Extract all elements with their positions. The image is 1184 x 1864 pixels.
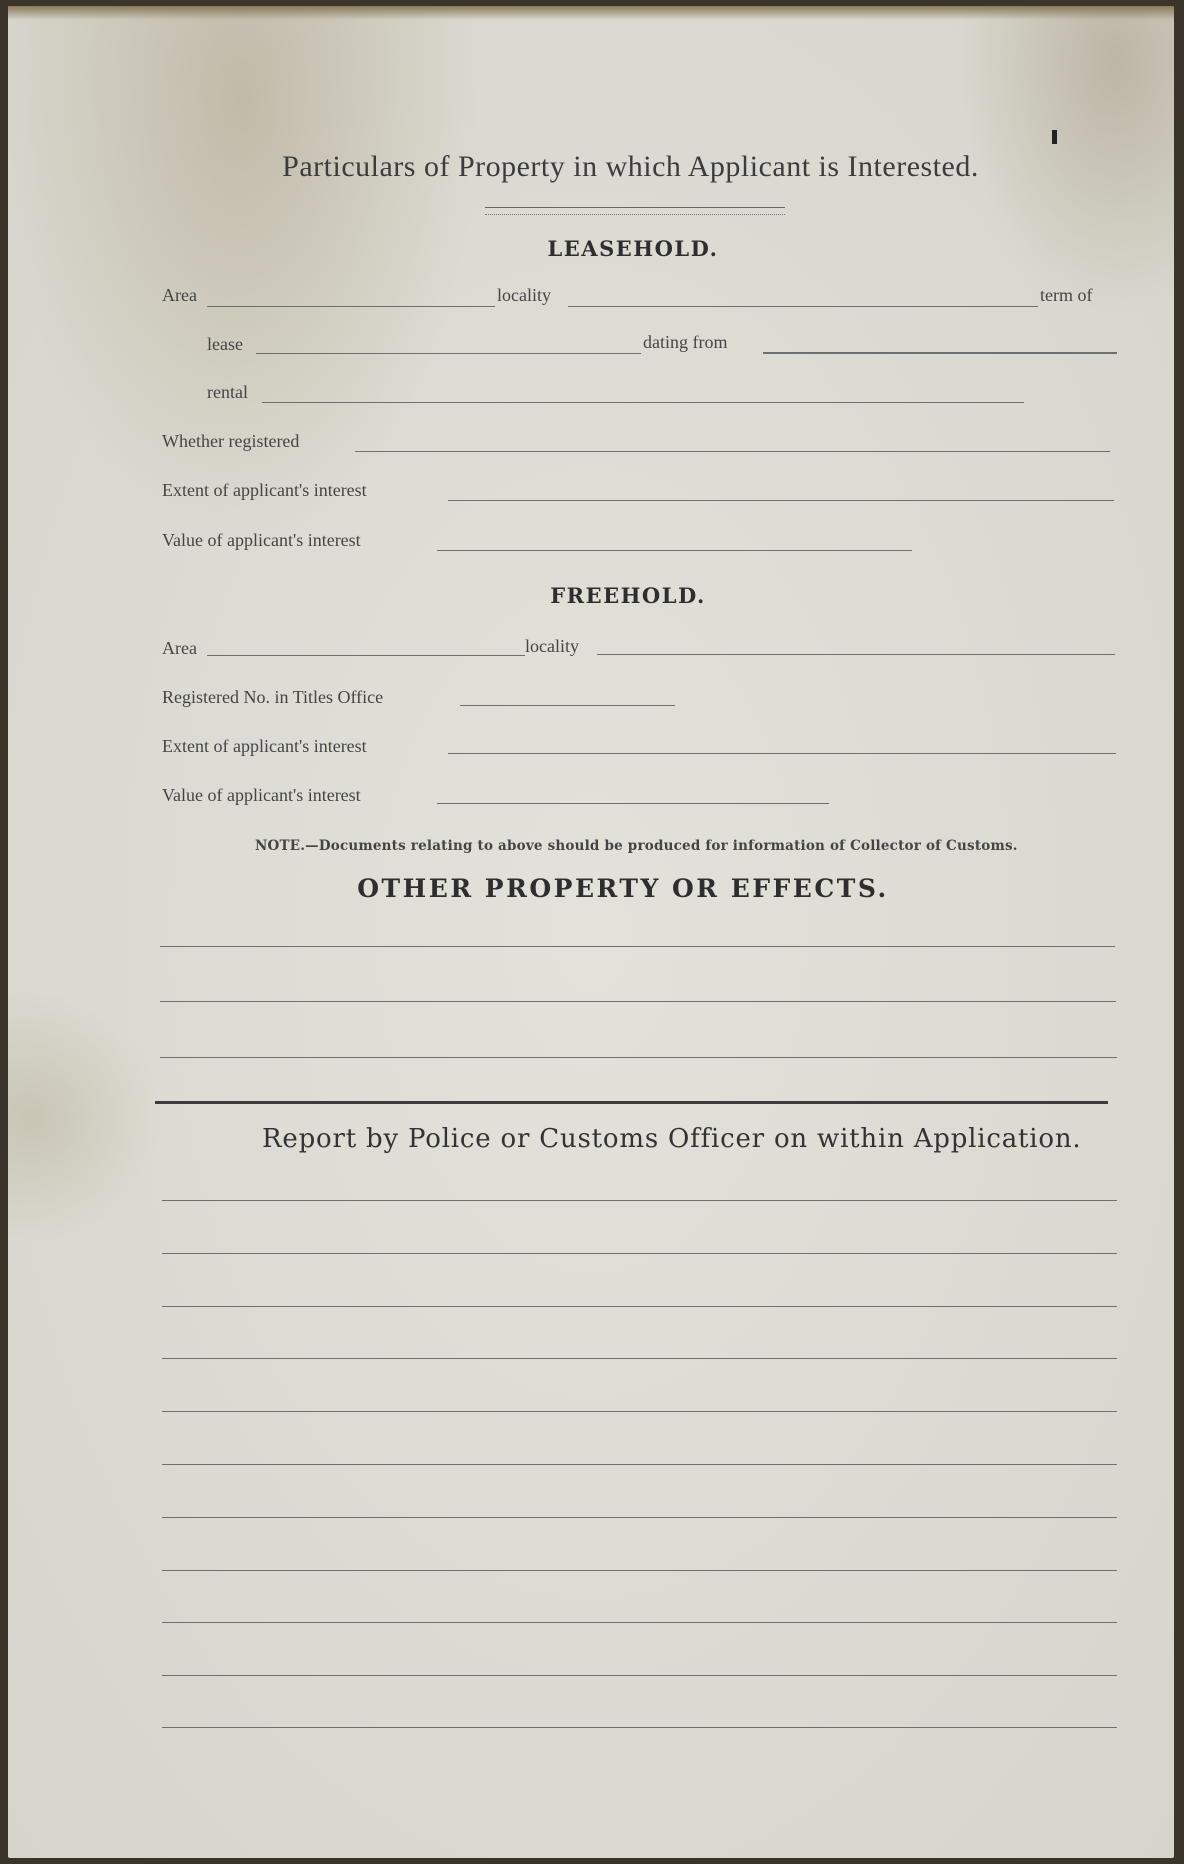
freehold-area-label: Area [162, 638, 197, 658]
freehold-locality-field[interactable] [597, 654, 1115, 655]
leasehold-dating-from-field[interactable] [763, 352, 1117, 354]
leasehold-rental-field[interactable] [262, 402, 1024, 403]
section-divider [155, 1101, 1108, 1104]
leasehold-registered-label: Whether registered [162, 431, 300, 451]
freehold-value-field[interactable] [437, 803, 829, 804]
report-line-10[interactable] [162, 1675, 1117, 1676]
leasehold-extent-field[interactable] [448, 500, 1114, 501]
leasehold-dating-from-label: dating from [643, 332, 728, 352]
freehold-value-label: Value of applicant's interest [162, 785, 361, 805]
freehold-area-field[interactable] [207, 655, 525, 656]
report-line-5[interactable] [162, 1411, 1117, 1412]
leasehold-rental-label: rental [207, 382, 248, 402]
leasehold-area-label: Area [162, 285, 197, 305]
leasehold-value-label: Value of applicant's interest [162, 530, 361, 550]
report-line-11[interactable] [162, 1727, 1117, 1728]
freehold-registered-no-field[interactable] [460, 705, 675, 706]
leasehold-heading: LEASEHOLD. [547, 236, 719, 261]
other-property-line-2[interactable] [160, 1001, 1116, 1002]
leasehold-lease-label: lease [207, 334, 243, 354]
freehold-heading: FREEHOLD. [550, 583, 706, 608]
freehold-extent-label: Extent of applicant's interest [162, 736, 367, 756]
report-line-9[interactable] [162, 1622, 1117, 1623]
leasehold-registered-field[interactable] [355, 451, 1110, 452]
other-property-heading: OTHER PROPERTY OR EFFECTS. [357, 874, 889, 903]
other-property-line-1[interactable] [160, 946, 1115, 947]
leasehold-value-field[interactable] [437, 550, 912, 551]
paper-stain [8, 6, 1174, 20]
leasehold-locality-label: locality [497, 285, 551, 305]
report-heading: Report by Police or Customs Officer on within Application. [262, 1124, 1082, 1154]
report-line-7[interactable] [162, 1517, 1117, 1518]
report-line-4[interactable] [162, 1358, 1117, 1359]
title-ornament-rule [485, 207, 785, 215]
page-title: Particulars of Property in which Applicant is Interested. [282, 150, 979, 183]
freehold-locality-label: locality [525, 636, 579, 656]
report-line-1[interactable] [162, 1200, 1117, 1201]
report-line-3[interactable] [162, 1306, 1117, 1307]
other-property-line-3[interactable] [160, 1057, 1117, 1058]
report-line-2[interactable] [162, 1253, 1117, 1254]
leasehold-lease-field[interactable] [256, 353, 641, 354]
note-text: NOTE.—Documents relating to above should be produced for information of Collector of Customs. [255, 838, 1018, 854]
freehold-extent-field[interactable] [448, 753, 1116, 754]
form-page [8, 6, 1174, 1858]
leasehold-area-field[interactable] [207, 306, 495, 307]
report-line-6[interactable] [162, 1464, 1117, 1465]
report-line-8[interactable] [162, 1570, 1117, 1571]
leasehold-extent-label: Extent of applicant's interest [162, 480, 367, 500]
leasehold-locality-field[interactable] [568, 306, 1038, 307]
ink-mark [1052, 130, 1057, 144]
freehold-registered-no-label: Registered No. in Titles Office [162, 687, 384, 707]
leasehold-term-label: term of [1040, 285, 1093, 305]
